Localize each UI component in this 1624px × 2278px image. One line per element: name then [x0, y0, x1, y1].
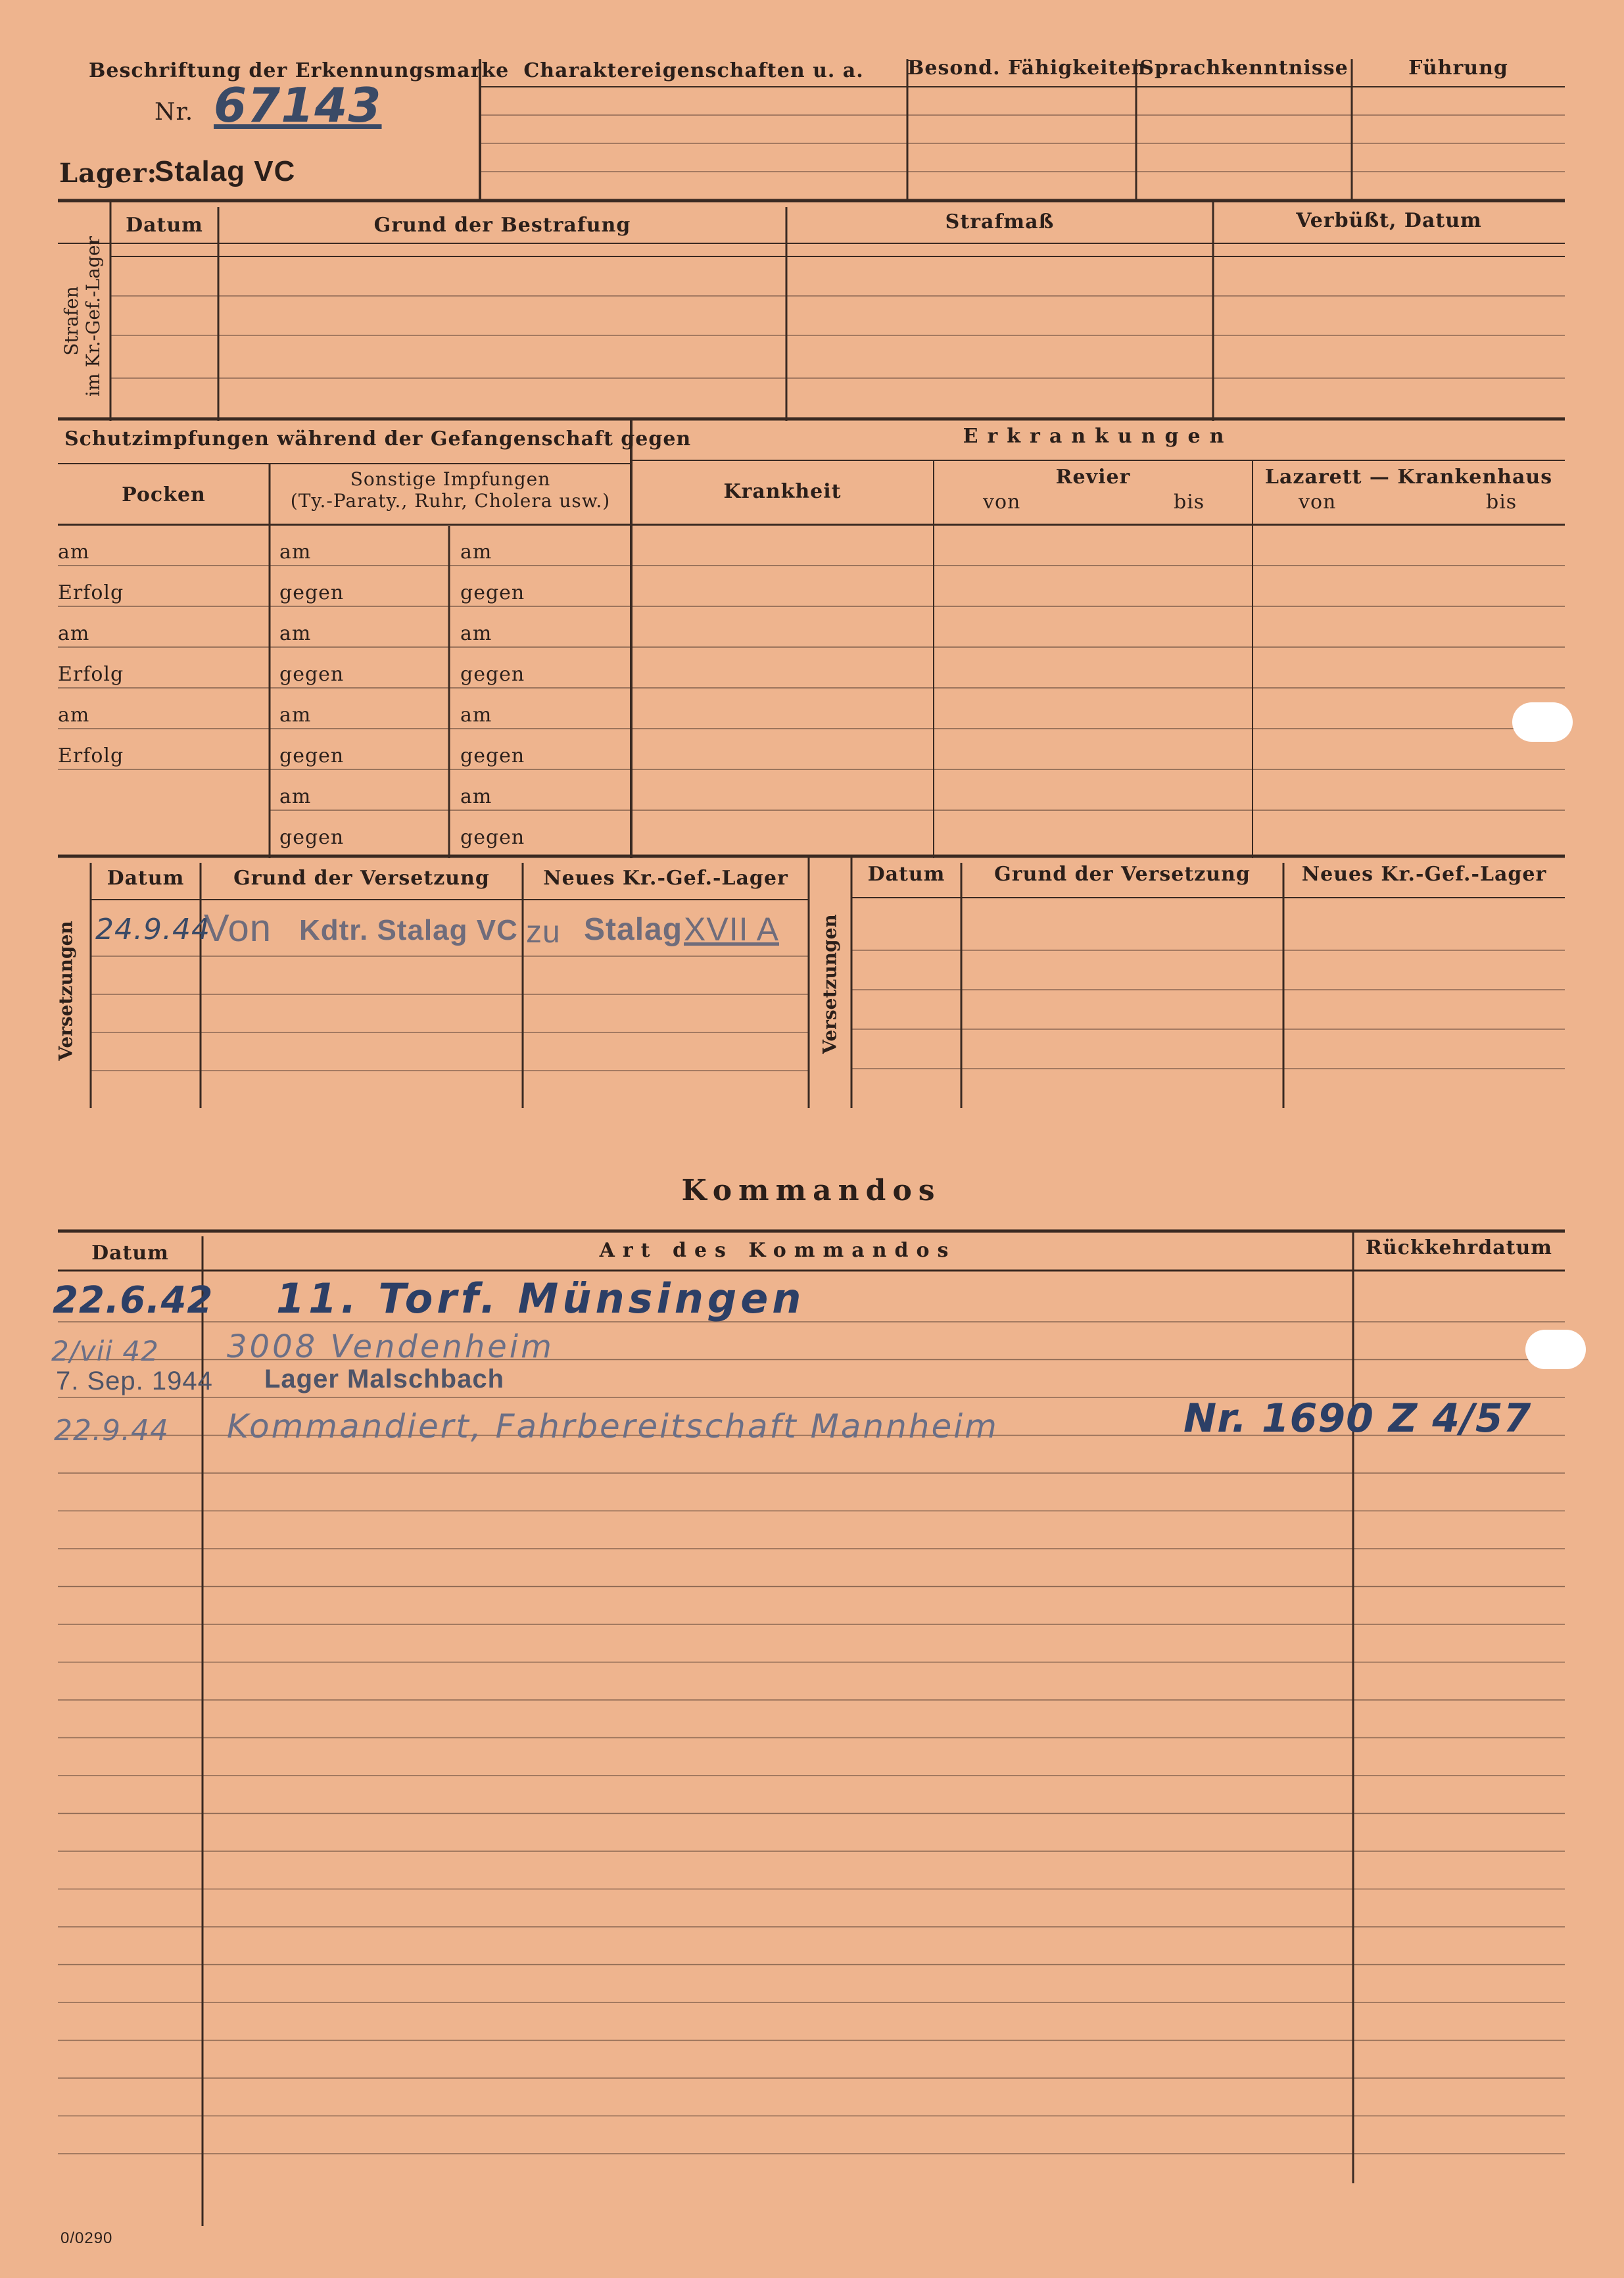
impfung-sonstige-row: gegen [460, 744, 525, 767]
id-block-label: Beschriftung der Erkennungsmarke [89, 59, 510, 82]
strafen-header-strafmass: Strafmaß [945, 210, 1055, 233]
impfung-sonstige-row: gegen [460, 826, 525, 849]
impfung-sonstige-row: am [279, 541, 312, 564]
erk-col-krankheit: Krankheit [723, 480, 842, 503]
kommando-header-rueckkehr: Rückkehrdatum [1365, 1236, 1553, 1259]
impfung-sonstige-row: gegen [460, 581, 525, 604]
impfung-sonstige-row: am [460, 785, 492, 808]
kommando-entry-3-text: Lager Malschbach [264, 1365, 505, 1393]
impfung-pocken-row: am [58, 704, 90, 727]
kommando-header-datum: Datum [91, 1242, 169, 1265]
strafen-header-verbuesst: Verbüßt, Datum [1296, 209, 1482, 232]
vers-right-header-datum: Datum [867, 863, 945, 886]
nr-value: 67143 [214, 78, 382, 133]
impfung-sonstige-row: am [460, 704, 492, 727]
header-sprachkenntnisse: Sprachkenntnisse [1139, 57, 1349, 80]
lager-label: Lager: [59, 158, 158, 189]
impfung-pocken-row: Erfolg [58, 744, 124, 767]
kommando-entry-1-date: 22.6.42 [53, 1279, 214, 1322]
kommandos-title: Kommandos [681, 1174, 942, 1207]
header-faehigkeiten: Besond. Fähigkeiten [907, 57, 1147, 80]
impfung-sonstige-row: gegen [279, 581, 345, 604]
kommando-entry-1-text: 11. Torf. Münsingen [276, 1274, 805, 1322]
vers-entry-von: Von [204, 907, 272, 950]
vers-left-header-grund: Grund der Versetzung [233, 867, 490, 890]
versetzungen-side-label-right: Versetzungen [819, 914, 841, 1054]
erk-revier-bis: bis [1174, 491, 1205, 514]
impfung-sonstige-row: am [279, 704, 312, 727]
impfung-sonstige-row: am [460, 622, 492, 645]
kommando-entry-4-date: 22.9.44 [54, 1414, 169, 1447]
kommando-entry-4-text: Kommandiert, Fahrbereitschaft Mannheim [227, 1407, 999, 1445]
nr-label: Nr. [155, 99, 194, 126]
vers-right-header-lager: Neues Kr.-Gef.-Lager [1301, 863, 1547, 886]
vers-entry-stamp-from: Kdtr. Stalag VC [299, 914, 518, 946]
vers-right-header-grund: Grund der Versetzung [994, 863, 1251, 886]
impfung-col-pocken: Pocken [122, 483, 206, 506]
kommando-entry-4-extra: Nr. 1690 Z 4/57 [1183, 1395, 1532, 1442]
strafen-header-grund: Grund der Bestrafung [373, 214, 631, 237]
impfung-col-sonstige: Sonstige Impfungen (Ty.-Paraty., Ruhr, Cholera usw.) [290, 468, 611, 512]
impfung-sonstige-row: am [279, 785, 312, 808]
impfung-sonstige-row: gegen [279, 663, 345, 686]
punch-hole-lower [1525, 1330, 1586, 1369]
kommando-entry-2-text: 3008 Vendenheim [227, 1328, 554, 1365]
impfung-pocken-row: am [58, 622, 90, 645]
strafen-header-datum: Datum [126, 214, 203, 237]
impfung-sonstige-row: am [460, 541, 492, 564]
impfung-sonstige-row: gegen [279, 744, 345, 767]
vers-entry-stamp-to: Stalag [584, 912, 683, 947]
erk-col-lazarett: Lazarett — Krankenhaus [1264, 466, 1553, 489]
erkrankungen-title: Erkrankungen [963, 425, 1233, 448]
vers-entry-zu: zu [526, 915, 561, 950]
erk-col-revier: Revier [1055, 466, 1131, 489]
erk-lazarett-bis: bis [1486, 491, 1517, 514]
lager-value: Stalag VC [155, 155, 296, 187]
header-charaktereigenschaften: Charaktereigenschaften u. a. [523, 59, 864, 82]
impfung-pocken-row: Erfolg [58, 663, 124, 686]
vers-entry-roman: XVII A [684, 911, 779, 948]
impfung-pocken-row: Erfolg [58, 581, 124, 604]
erk-lazarett-von: von [1299, 491, 1337, 514]
vers-left-header-datum: Datum [107, 867, 185, 890]
versetzungen-side-label-left: Versetzungen [55, 921, 77, 1061]
punch-hole-upper [1512, 702, 1573, 742]
vers-left-header-lager: Neues Kr.-Gef.-Lager [543, 867, 788, 890]
impfung-title: Schutzimpfungen während der Gefangenschaft gegen [64, 427, 692, 450]
header-fuehrung: Führung [1408, 57, 1508, 80]
kommando-entry-3-date: 7. Sep. 1944 [56, 1367, 213, 1395]
impfung-sonstige-row: gegen [279, 826, 345, 849]
form-code: 0/0290 [60, 2229, 113, 2247]
erk-revier-von: von [983, 491, 1021, 514]
impfung-sonstige-row: gegen [460, 663, 525, 686]
impfung-pocken-row: am [58, 541, 90, 564]
kommando-header-art: Art des Kommandos [599, 1239, 957, 1262]
kommando-entry-2-date: 2/vii 42 [51, 1335, 159, 1367]
impfung-sonstige-row: am [279, 622, 312, 645]
strafen-side-label: Strafen im Kr.-Gef.-Lager [60, 236, 104, 397]
vers-entry-date: 24.9.44 [95, 913, 210, 946]
